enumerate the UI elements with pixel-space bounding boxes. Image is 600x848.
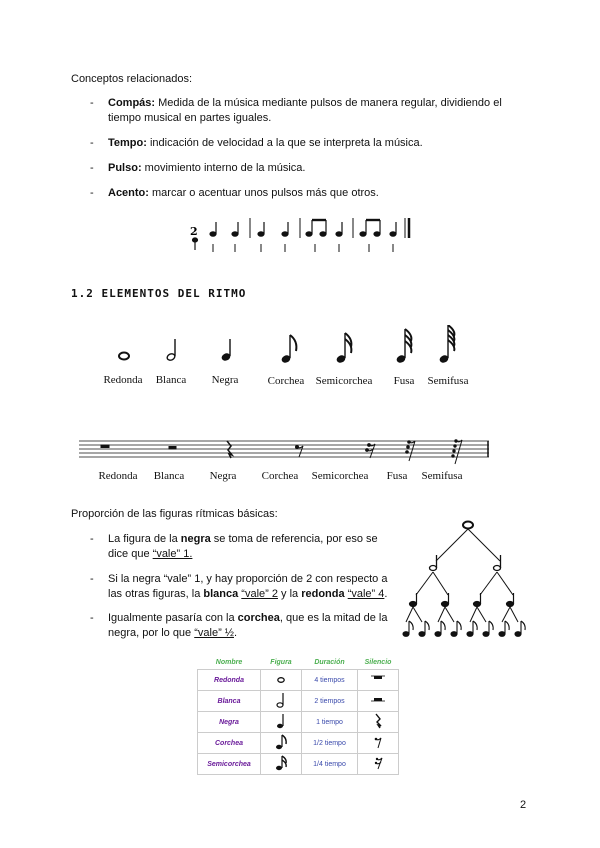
blanca-note-icon bbox=[166, 339, 176, 361]
semicorchea-rest-icon bbox=[366, 444, 375, 458]
figures-table bbox=[197, 655, 399, 775]
table-row: Negra 1 tiempo bbox=[198, 712, 399, 733]
section-title: 1.2 ELEMENTOS DEL RITMO bbox=[71, 287, 247, 300]
page-number: 2 bbox=[520, 799, 527, 811]
semicorchea-note-icon bbox=[274, 754, 288, 772]
redonda-note-icon bbox=[275, 672, 287, 686]
figure-label-fusa: Fusa bbox=[393, 375, 415, 387]
figure-label-redonda: Redonda bbox=[103, 374, 143, 386]
corchea-rest-icon bbox=[296, 446, 304, 458]
proportion-item-negra: - La figura de la negra se toma de referencia, por eso se dice que “vale” 1. bbox=[90, 533, 378, 560]
blanca-rest-icon bbox=[169, 447, 176, 450]
negra-rest-icon bbox=[227, 441, 232, 458]
fusa-note-icon bbox=[396, 329, 411, 363]
concept-pulso: - Pulso: movimiento interno de la música. bbox=[90, 162, 306, 174]
table-header-figura: Figura bbox=[270, 658, 292, 666]
proportion-item-blanca: - Si la negra “vale” 1, y hay proporción de 2 con respecto a las otras figuras, la blanca “vale” 2 y la redonda “vale” 4. bbox=[90, 573, 388, 600]
corchea-rest-icon bbox=[373, 735, 383, 749]
corchea-note-icon bbox=[274, 733, 288, 751]
table-row: Corchea 1/2 tiempo bbox=[198, 733, 399, 754]
rest-label-negra: Negra bbox=[209, 470, 237, 482]
rest-label-semicorchea: Semicorchea bbox=[311, 470, 369, 482]
rest-label-corchea: Corchea bbox=[261, 470, 299, 482]
tree-corchea-icon bbox=[403, 621, 525, 636]
time-signature: 2 bbox=[190, 225, 198, 238]
concept-compas: - Compás: Medida de la música mediante pulsos de manera regular, dividiendo el tiempo musical en partes iguales. bbox=[90, 97, 502, 124]
rhythm-example-image bbox=[185, 212, 415, 260]
blanca-rest-icon bbox=[371, 693, 385, 707]
table-header-nombre: Nombre bbox=[215, 658, 243, 666]
semicorchea-note-icon bbox=[336, 333, 351, 363]
proportion-title: Proporción de las figuras rítmicas básicas: bbox=[71, 508, 278, 520]
table-row: Blanca 2 tiempos bbox=[198, 691, 399, 712]
rest-label-semifusa: Semifusa bbox=[421, 470, 463, 482]
figure-label-semifusa: Semifusa bbox=[427, 375, 469, 387]
tree-redonda-icon bbox=[463, 522, 473, 529]
table-header-duracion: Duración bbox=[314, 658, 345, 666]
semifusa-rest-icon bbox=[452, 440, 462, 464]
figure-label-negra: Negra bbox=[211, 374, 239, 386]
rhythm-notes bbox=[210, 218, 409, 238]
semifusa-note-icon bbox=[439, 325, 454, 363]
rest-label-blanca: Blanca bbox=[153, 470, 185, 482]
redonda-note-icon bbox=[119, 353, 129, 360]
table-header-silencio: Silencio bbox=[364, 658, 392, 666]
negra-note-icon bbox=[275, 712, 287, 730]
blanca-note-icon bbox=[275, 691, 287, 709]
fusa-rest-icon bbox=[406, 441, 415, 461]
rest-label-fusa: Fusa bbox=[386, 470, 408, 482]
note-tree-diagram bbox=[400, 517, 530, 642]
figure-label-blanca: Blanca bbox=[155, 374, 187, 386]
rests-staff-image bbox=[79, 437, 489, 465]
table-row: Semicorchea 1/4 tiempo bbox=[198, 754, 399, 775]
figure-label-semicorchea: Semicorchea bbox=[315, 375, 373, 387]
concept-tempo: - Tempo: indicación de velocidad a la que se interpreta la música. bbox=[90, 137, 423, 149]
negra-rest-icon bbox=[373, 713, 383, 729]
rest-label-redonda: Redonda bbox=[98, 470, 138, 482]
figure-label-corchea: Corchea bbox=[267, 375, 305, 387]
semicorchea-rest-icon bbox=[373, 756, 383, 770]
redonda-rest-icon bbox=[371, 672, 385, 686]
table-row: Redonda 4 tiempos bbox=[198, 670, 399, 691]
intro-text: Conceptos relacionados: bbox=[71, 73, 193, 85]
redonda-rest-icon bbox=[101, 445, 109, 448]
concept-acento: - Acento: marcar o acentuar unos pulsos más que otros. bbox=[90, 187, 379, 199]
note-figures-image bbox=[100, 325, 480, 370]
corchea-note-icon bbox=[281, 335, 296, 363]
negra-note-icon bbox=[221, 339, 231, 361]
proportion-item-corchea: - Igualmente pasaría con la corchea, que es la mitad de la negra, por lo que “vale” ½. bbox=[90, 612, 388, 639]
tree-negra-icon bbox=[410, 593, 514, 607]
